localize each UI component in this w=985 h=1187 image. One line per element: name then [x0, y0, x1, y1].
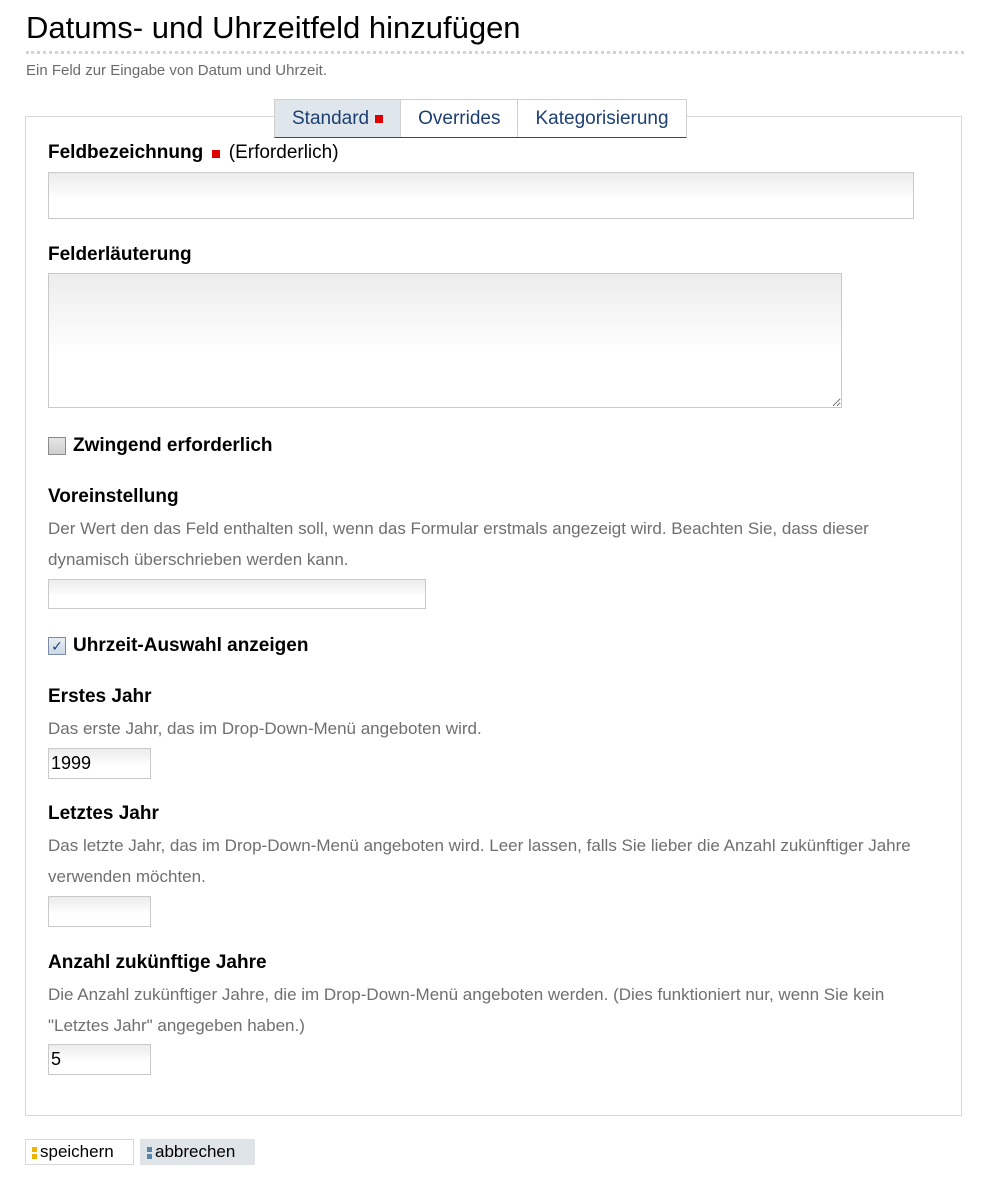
save-button[interactable] [25, 1139, 134, 1165]
required-checkbox-row[interactable] [48, 435, 273, 457]
default-value-label: Voreinstellung [48, 486, 179, 507]
page-title: Datums- und Uhrzeitfeld hinzufügen [26, 9, 964, 54]
field-description-textarea[interactable] [48, 273, 842, 408]
save-icon [32, 1147, 37, 1159]
cancel-icon [147, 1147, 152, 1159]
last-year-input[interactable] [48, 896, 151, 927]
required-checkbox[interactable] [48, 437, 66, 455]
future-years-input[interactable] [48, 1044, 151, 1075]
future-years-label: Anzahl zukünftige Jahre [48, 952, 267, 973]
last-year-help: Das letzte Jahr, das im Drop-Down-Menü angeboten wird. Leer lassen, falls Sie lieber die Anzahl zukünftiger Jahre verwenden möchten. [48, 836, 911, 886]
tab-bar [274, 99, 687, 138]
required-text: (Erforderlich) [228, 142, 339, 163]
future-years-help: Die Anzahl zukünftiger Jahre, die im Drop-Down-Menü angeboten werden. (Dies funktioniert nur, wenn Sie kein "Letztes Jahr" angegeben haben.) [48, 985, 885, 1035]
first-year-input[interactable] [48, 748, 151, 779]
show-time-checkbox[interactable] [48, 637, 66, 655]
tab-overrides[interactable] [401, 100, 518, 137]
field-description-label: Felderläuterung [48, 244, 192, 265]
tab-standard-label: Standard [292, 108, 370, 129]
cancel-button[interactable] [140, 1139, 255, 1165]
show-time-checkbox-row[interactable] [48, 635, 308, 657]
required-checkbox-label: Zwingend erforderlich [73, 435, 273, 456]
first-year-label: Erstes Jahr [48, 686, 152, 707]
tab-overrides-label: Overrides [418, 108, 501, 129]
default-value-input[interactable] [48, 579, 426, 609]
first-year-help: Das erste Jahr, das im Drop-Down-Menü angeboten wird. [48, 719, 482, 738]
cancel-button-label: abbrechen [155, 1142, 236, 1161]
show-time-checkbox-label: Uhrzeit-Auswahl anzeigen [73, 635, 309, 656]
tab-kategorisierung-label: Kategorisierung [535, 108, 669, 129]
field-title-label [48, 142, 339, 164]
checkmark-icon: ✓ [51, 638, 63, 654]
tab-kategorisierung[interactable] [518, 100, 685, 137]
field-title-input[interactable] [48, 172, 914, 219]
default-value-help: Der Wert den das Feld enthalten soll, wenn das Formular erstmals angezeigt wird. Beachten Sie, dass dieser dynamisch überschrieben werden kann. [48, 519, 869, 569]
field-title-label-text: Feldbezeichnung [48, 142, 204, 163]
tab-standard[interactable] [275, 100, 401, 137]
required-marker-icon [375, 115, 383, 123]
required-marker-icon [212, 150, 220, 158]
page-description: Ein Feld zur Eingabe von Datum und Uhrzeit. [26, 62, 327, 79]
save-button-label: speichern [40, 1142, 114, 1161]
last-year-label: Letztes Jahr [48, 803, 159, 824]
